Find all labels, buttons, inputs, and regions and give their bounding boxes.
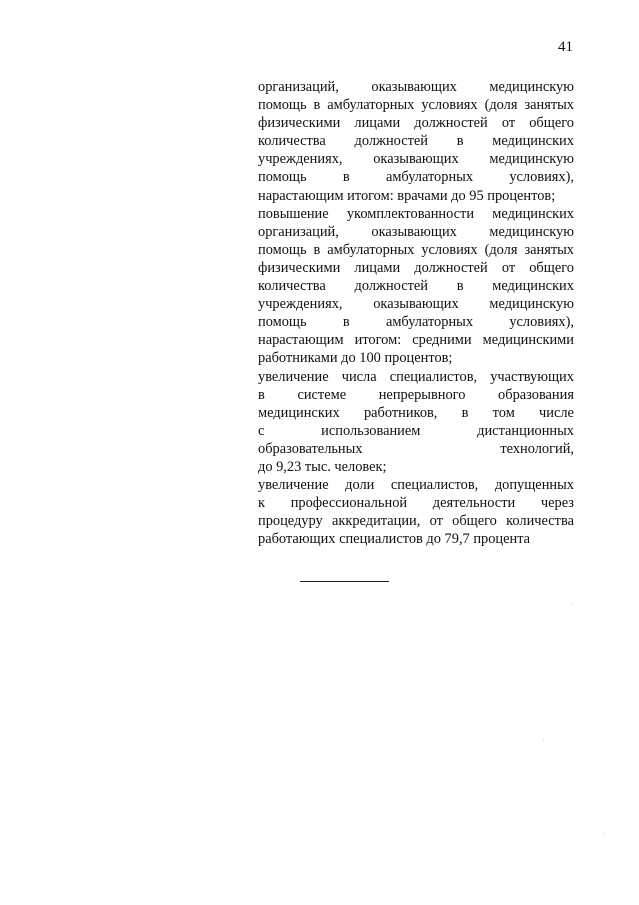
text-word: количества: [258, 278, 326, 295]
text-word: оказывающих: [373, 151, 459, 168]
text-word: образовательных: [258, 440, 363, 457]
text-word: медицинских: [258, 404, 340, 421]
scan-speck: [604, 833, 605, 834]
text-line: [258, 404, 574, 422]
text-word: учреждениях,: [258, 151, 343, 168]
text-word: должностей: [354, 133, 429, 150]
text-word: процедуру: [258, 513, 323, 530]
text-word: медицинскую: [489, 151, 574, 168]
text-word: медицинскими: [482, 332, 574, 349]
text-line: [258, 187, 574, 205]
text-word: оказывающих: [373, 296, 459, 313]
text-word: (доля: [484, 97, 518, 114]
text-word: в: [258, 386, 265, 403]
text-word: к: [258, 495, 265, 512]
text-word: медицинскую: [489, 79, 574, 95]
text-word: физическими: [258, 115, 341, 132]
text-word: до 9,23 тыс. человек;: [258, 458, 387, 475]
text-line: [258, 422, 574, 440]
text-word: помощь: [258, 97, 307, 114]
text-word: лицами: [354, 259, 401, 276]
text-word: от: [501, 259, 516, 276]
text-word: деятельности: [432, 495, 516, 512]
text-word: увеличение: [258, 368, 329, 385]
text-word: аккредитации,: [331, 513, 421, 530]
text-word: итогом:: [354, 332, 402, 349]
text-word: непрерывного: [378, 386, 466, 403]
text-word: увеличение: [258, 477, 329, 494]
text-word: специалистов,: [389, 368, 478, 385]
text-line: [258, 205, 574, 223]
text-line: [258, 530, 574, 548]
text-word: медицинских: [492, 278, 574, 295]
text-word: помощь: [258, 314, 307, 331]
text-word: условиях),: [509, 314, 574, 331]
text-word: допущенных: [494, 477, 574, 494]
text-word: амбулаторных: [327, 97, 415, 114]
text-word: нарастающим: [258, 332, 344, 349]
text-word: работников,: [363, 404, 438, 421]
text-word: в: [342, 314, 350, 331]
text-line: [258, 386, 574, 404]
text-line: [258, 476, 574, 494]
text-word: медицинских: [492, 133, 574, 150]
text-word: системе: [297, 386, 347, 403]
text-word: использованием: [321, 422, 421, 439]
text-line: [258, 150, 574, 168]
text-word: работниками до 100 процентов;: [258, 350, 453, 367]
text-word: в: [461, 404, 469, 421]
text-word: амбулаторных: [327, 241, 415, 258]
text-word: амбулаторных: [385, 169, 474, 186]
text-word: профессиональной: [290, 495, 408, 512]
text-line: [258, 349, 574, 367]
text-word: медицинских: [492, 205, 574, 222]
end-rule: [300, 581, 389, 582]
text-word: от: [501, 115, 516, 132]
text-word: дистанционных: [477, 422, 574, 439]
text-word: в: [313, 241, 321, 258]
text-word: числе: [539, 404, 574, 421]
text-line: [258, 114, 574, 132]
text-word: образования: [498, 386, 574, 403]
text-word: в: [456, 278, 464, 295]
text-line: [258, 223, 574, 241]
text-line: [258, 331, 574, 349]
text-word: общего: [529, 115, 574, 132]
text-word: помощь: [258, 241, 307, 258]
text-word: в: [313, 97, 321, 114]
text-word: оказывающих: [371, 79, 457, 95]
text-word: технологий,: [500, 440, 574, 457]
text-word: специалистов,: [390, 477, 479, 494]
text-word: организаций,: [258, 223, 339, 240]
text-word: общего: [452, 513, 497, 530]
text-word: количества: [506, 513, 574, 530]
text-word: доли: [345, 477, 375, 494]
text-word: повышение: [258, 205, 329, 222]
text-word: от: [429, 513, 443, 530]
text-line: [258, 440, 574, 458]
text-line: [258, 96, 574, 114]
text-line: [258, 78, 574, 96]
text-word: в: [456, 133, 464, 150]
text-word: учреждениях,: [258, 296, 343, 313]
text-word: занятых: [524, 241, 574, 258]
text-word: организаций,: [258, 79, 339, 95]
text-word: количества: [258, 133, 326, 150]
text-line: [258, 458, 574, 476]
text-column: [258, 78, 574, 548]
text-line: [258, 295, 574, 313]
text-word: участвующих: [490, 368, 574, 385]
text-line: [258, 241, 574, 259]
text-word: оказывающих: [371, 223, 457, 240]
text-line: [258, 368, 574, 386]
text-word: числа: [341, 368, 377, 385]
text-word: условиях: [421, 241, 478, 258]
text-word: средними: [412, 332, 472, 349]
text-word: том: [492, 404, 515, 421]
text-word: должностей: [414, 115, 488, 132]
text-word: общего: [529, 259, 574, 276]
text-word: в: [342, 169, 350, 186]
text-word: должностей: [414, 259, 488, 276]
text-word: помощь: [258, 169, 307, 186]
text-word: амбулаторных: [385, 314, 474, 331]
text-line: [258, 168, 574, 186]
text-line: [258, 259, 574, 277]
text-word: укомплектованности: [346, 205, 475, 222]
text-word: должностей: [354, 278, 429, 295]
text-line: [258, 277, 574, 295]
text-word: условиях),: [509, 169, 574, 186]
text-line: [258, 132, 574, 150]
text-word: условиях: [421, 97, 478, 114]
scan-speck: [543, 740, 544, 741]
text-word: лицами: [354, 115, 401, 132]
text-word: медицинскую: [489, 223, 574, 240]
text-word: через: [540, 495, 574, 512]
text-word: нарастающим итогом: врачами до 95 процентов;: [258, 187, 556, 204]
text-line: [258, 313, 574, 331]
scan-speck: [572, 604, 573, 605]
text-line: [258, 494, 574, 512]
text-word: с: [258, 422, 265, 439]
page-number: 41: [558, 39, 573, 55]
text-word: физическими: [258, 259, 341, 276]
text-word: (доля: [484, 241, 518, 258]
text-word: медицинскую: [489, 296, 574, 313]
text-word: занятых: [524, 97, 574, 114]
text-line: [258, 512, 574, 530]
text-word: работающих специалистов до 79,7 процента: [258, 531, 531, 548]
